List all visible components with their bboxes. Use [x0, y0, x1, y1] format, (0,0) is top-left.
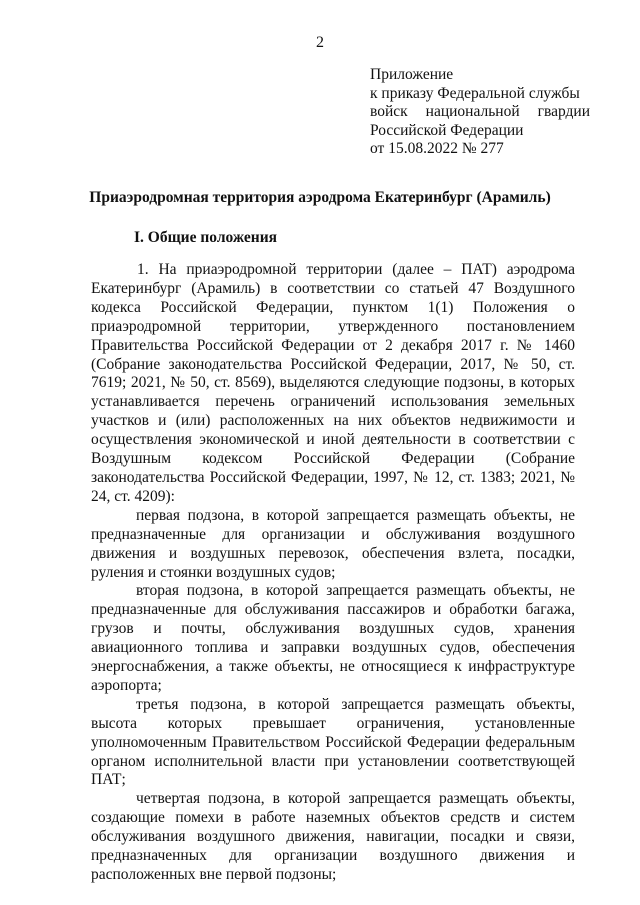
paragraph: 1. На приаэродромной территории (далее – ПАТ) аэродрома Екатеринбург (Арамиль) в соответствии со статьей 47 Воздушного кодекса Российской Федерации, пунктом 1(1) Положения о приаэродромной территории, утвержденного постановлением Правительства Российской Федерации от 2 декабря 2017 г. № 1460 (Собрание законодательства Российской Федерации, 2017, № 50, ст. 7619; 2021, № 50, ст. 8569), выделяются следующие подзоны, в которых устанавливается перечень ограничений использования земельных участков и (или) расположенных на них объектов недвижимости и осуществления экономической и иной деятельности в соответствии с Воздушным кодексом Российской Федерации (Собрание законодательства Российской Федерации, 1997, № 12, ст. 1383; 2021, № 24, ст. 4209):: [91, 261, 575, 505]
paragraph: первая подзона, в которой запрещается размещать объекты, не предназначенные для организации и обслуживания воздушного движения и воздушных перевозок, обеспечения взлета, посадки, руления и стоянки воздушных судов;: [91, 506, 575, 581]
paragraph: вторая подзона, в которой запрещается размещать объекты, не предназначенные для обслуживания пассажиров и обработки багажа, грузов и почты, обслуживания воздушных судов, хранения авиационного топлива и заправки воздушных судов, обеспечения энергоснабжения, а также объекты, не относящиеся к инфраструктуре аэропорта;: [91, 582, 575, 694]
paragraph: четвертая подзона, в которой запрещается размещать объекты, создающие помехи в работе наземных объектов средств и систем обслуживания воздушного движения, навигации, посадки и связи, предназначенных для организации воздушного движения и расположенных вне первой подзоны;: [91, 790, 575, 883]
appendix-line: от 15.08.2022 № 277: [370, 140, 504, 157]
appendix-line: войск национальной гвардии: [370, 103, 590, 120]
document-body: [91, 261, 575, 885]
appendix-line: Российской Федерации: [370, 121, 524, 139]
document-title: Приаэродромная территория аэродрома Екатеринбург (Арамиль): [89, 189, 551, 206]
appendix-line: к приказу Федеральной службы: [370, 84, 580, 102]
page-number: 2: [316, 34, 324, 51]
appendix-line: Приложение: [370, 66, 454, 83]
section-heading: I. Общие положения: [134, 229, 278, 246]
paragraph: третья подзона, в которой запрещается размещать объекты, высота которых превышает ограничения, установленные уполномоченным Правительством Российской Федерации федеральным органом исполнительной власти при установлении соответствующей ПАТ;: [91, 695, 575, 789]
appendix-block: [370, 66, 590, 159]
